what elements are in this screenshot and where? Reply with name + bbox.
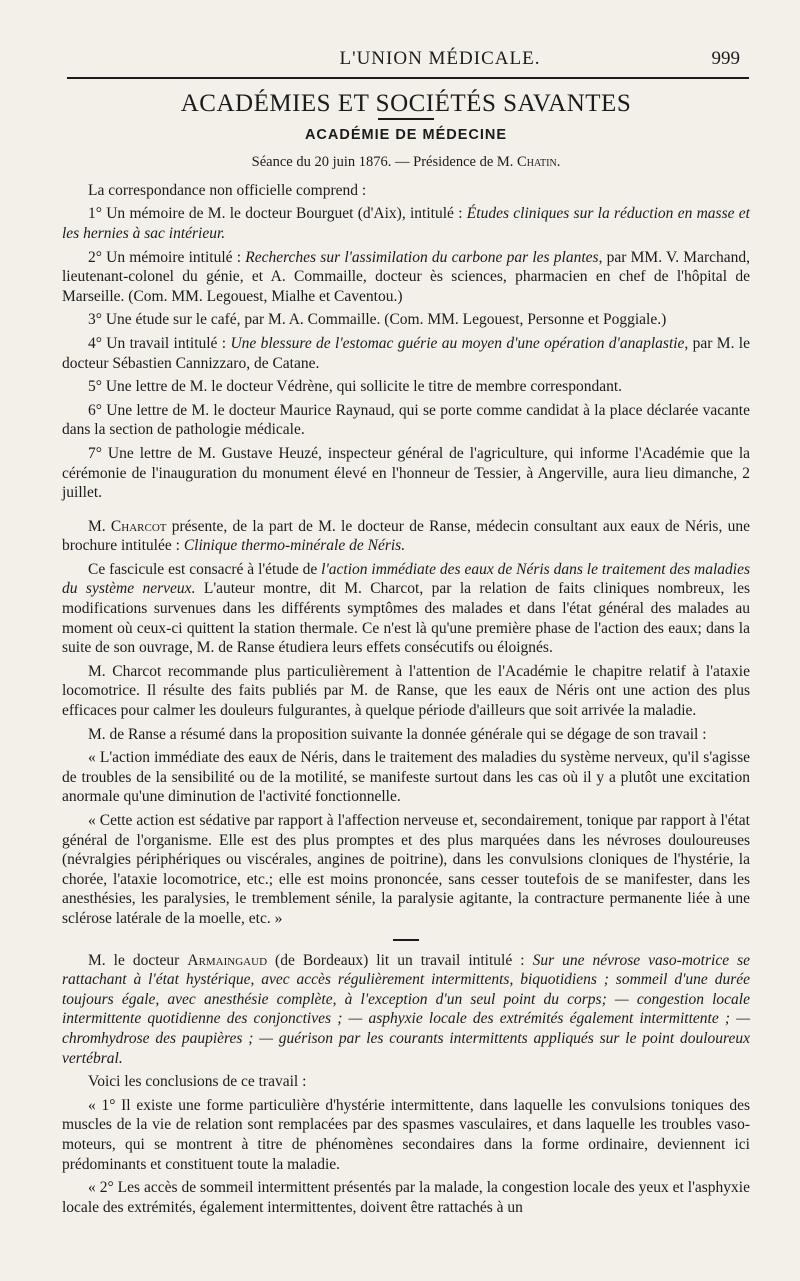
session-text: Séance du 20 juin 1876. — Présidence de M.	[251, 154, 514, 171]
text-run: par M. le docteur Sébastien Cannizzaro, de Catane.	[62, 334, 750, 372]
paragraph	[62, 951, 750, 1069]
paragraph: Voici les conclusions de ce travail :	[88, 1073, 307, 1091]
paragraph: 6° Une lettre de M. le docteur Maurice Raynaud, qui se porte comme candidat à la place déclarée vacante dans la section de pathologie médicale.	[62, 401, 750, 439]
text-run: 4° Un travail intitulé :	[88, 334, 231, 352]
header-rule	[67, 77, 749, 79]
italic-title: l'action immédiate des eaux de Néris dans le traitement des maladies du système nerveux.	[62, 560, 750, 598]
paragraph	[62, 517, 750, 556]
text-run: M. le docteur	[88, 951, 188, 969]
paragraph	[62, 204, 750, 243]
section-divider	[393, 939, 419, 941]
paragraph: « Cette action est sédative par rapport à l'affection nerveuse et, secondairement, tonique par rapport à l'état général de l'organisme. Elle est des plus promptes et des plus marquées dans les névroses douloureuses (névralgies périphériques ou viscérales, angines de poitrine), dans les convulsions cloniques de l'hystérie, la chorée, l'ataxie locomotrice, etc.; elle est moins prononcée, sans cesser toutefois de se manifester, dans les anesthésies, les paralysies, le tremblement sénile, la paralysie agitante, la contracture permanente liée à une sclérose latérale de la moelle, etc. »	[62, 812, 750, 927]
paragraph: La correspondance non officielle comprend :	[88, 181, 367, 199]
paragraph	[62, 560, 750, 658]
italic-title: Clinique thermo-minérale de Néris.	[183, 537, 406, 555]
paragraph: M. Charcot recommande plus particulièrement à l'attention de l'Académie le chapitre relatif à l'ataxie locomotrice. Il résulte des faits publiés par M. de Ranse, que les eaux de Néris ont une action des plus efficaces pour calmer les douleurs fulgurantes, à quelque période d'ailleurs que soit arrivée la maladie.	[62, 662, 750, 720]
paragraph: 5° Une lettre de M. le docteur Védrène, qui sollicite le titre de membre correspondant.	[88, 378, 623, 396]
section-title: ACADÉMIES ET SOCIÉTÉS SAVANTES	[180, 90, 632, 117]
speaker-name: Charcot	[110, 517, 167, 535]
paragraph	[62, 334, 750, 373]
text-run: présente, de la part de M. le docteur de Ranse, médecin consultant aux eaux de Néris, une brochure intitulée :	[62, 517, 750, 555]
italic-title: Une blessure de l'estomac guérie au moyen d'une opération d'anaplastie,	[230, 334, 689, 352]
text-run: , par MM. V. Marchand, lieutenant-colonel du génie, et A. Commaille, docteur ès sciences, pharmacien en chef de l'hôpital de Marseille. (Com. MM. Legouest, Mialhe et Caventou.)	[62, 248, 751, 305]
president-name: Chatin.	[517, 154, 561, 171]
paragraph: 3° Une étude sur le café, par M. A. Commaille. (Com. MM. Legouest, Personne et Poggiale.)	[88, 311, 667, 329]
italic-title: Études cliniques sur la réduction en masse et les hernies à sac intérieur.	[62, 205, 750, 242]
article-body	[62, 88, 750, 1217]
italic-title: Sur une névrose vaso-motrice se rattachant à l'état hystérique, avec accès régulièrement intermittents, biquotidiens ; sommeil d'une durée toujours égale, avec anesthésie complète, à l'exception d'un seul point du corps; — congestion locale intermittente quotidienne des conjonctives ; — asphyxie locale des extrémités également intermittente ; — chromhydrose des paupières ; — guérison par les courants intermittents appliqués sur le point douloureux vertébral.	[62, 951, 751, 1067]
paragraph: « 1° Il existe une forme particulière d'hystérie intermittente, dans laquelle les convulsions toniques des muscles de la vie de relation sont remplacées par des spasmes vasculaires, et dans laquelle les troubles vaso-moteurs, qui se montrent à titre de phénomènes secondaires dans la forme ordinaire, deviennent ici prédominants et constituent toute la maladie.	[62, 1096, 750, 1173]
page-number: 999	[711, 48, 740, 69]
text-run: L'auteur montre, dit M. Charcot, par la relation de faits cliniques nombreux, les modifications survenues dans les différents symptômes des malades et dans l'état général des malades au moment où ceux-ci quittent la station thermale. Ce n'est là qu'une première phase de l'action des eaux; dans la suite de son ouvrage, M. de Ranse étudiera leurs effets consécutifs ou éloignés.	[62, 580, 750, 657]
paragraph: M. de Ranse a résumé dans la proposition suivante la donnée générale qui se dégage de son travail :	[88, 725, 707, 743]
paragraph: « 2° Les accès de sommeil intermittent présentés par la malade, la congestion locale des yeux et l'asphyxie locale des extrémités, également intermittentes, doivent être rattachés à un	[62, 1179, 750, 1216]
running-head	[60, 46, 748, 76]
speaker-name: Armaingaud	[187, 951, 268, 969]
text-run: 2° Un mémoire intitulé :	[88, 248, 246, 266]
text-run: M.	[88, 517, 111, 535]
subsection-title: ACADÉMIE DE MÉDECINE	[304, 126, 508, 143]
session-line	[62, 153, 750, 173]
text-run: (de Bordeaux) lit un travail intitulé :	[267, 951, 533, 969]
text-run: Ce fascicule est consacré à l'étude de	[88, 560, 322, 578]
paragraph: « L'action immédiate des eaux de Néris, dans le traitement des maladies du système nerveux, qu'il s'agisse de troubles de la sensibilité ou de la motilité, se manifeste surtout dans les cas où il y a plutôt une excitation anormale qu'une diminution de l'activité fonctionnelle.	[62, 749, 750, 806]
paragraph	[62, 248, 750, 307]
paragraph: 7° Une lettre de M. Gustave Heuzé, inspecteur général de l'agriculture, qui informe l'Académie que la cérémonie de l'inauguration du monument élevé en l'honneur de Tessier, à Angerville, aura lieu dimanche, 2 juillet.	[62, 444, 750, 502]
running-title: L'UNION MÉDICALE.	[339, 48, 541, 69]
text-run: 1° Un mémoire de M. le docteur Bourguet (d'Aix), intitulé :	[88, 205, 467, 223]
italic-title: Recherches sur l'assimilation du carbone par les plantes	[245, 248, 599, 266]
title-rule	[378, 118, 434, 120]
